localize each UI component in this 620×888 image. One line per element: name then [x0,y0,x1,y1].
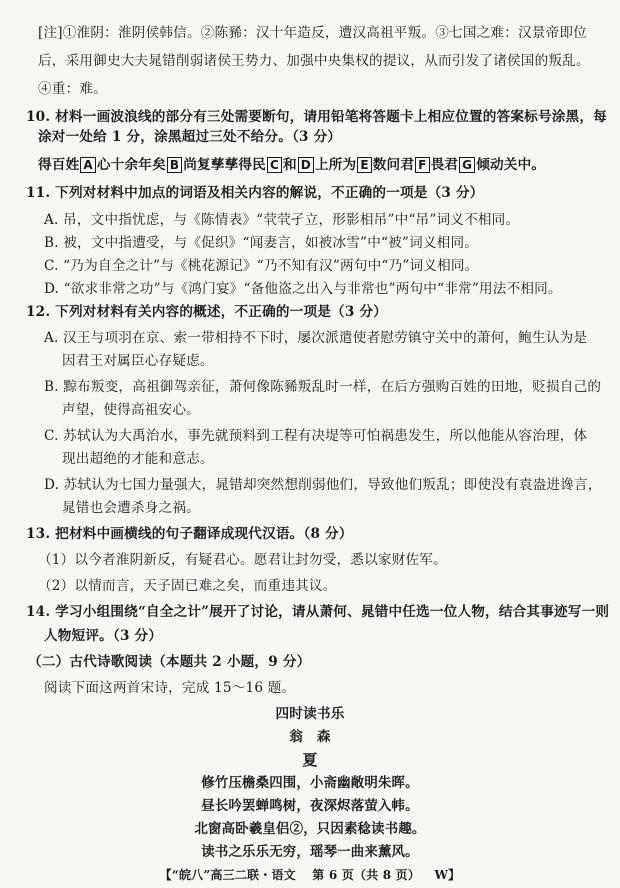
poem-title: 四时读书乐 [275,706,345,722]
footer-page-number: 第 6 页（共 8 页） [312,868,421,882]
q11-option-c: C. “乃为自全之计”与《桃花源记》“乃不知有汉”两句中“乃”词义相同。 [44,258,479,274]
q12-option-c-line-1: C. 苏轼认为大禹治水，事先就预料到工程有决堤等可怕祸患发生，所以他能从容治理，体 [44,428,588,444]
q11-option-d: D. “欲求非常之功”与《鸿门宴》“备他盗之出入与非常也”两句中“非常”用法不相同。 [44,281,562,297]
footer-exam-name: 【“皖八”高三二联・语文 [159,868,296,882]
q13-stem: 13. 把材料中画横线的句子翻译成现代汉语。（8 分） [26,526,353,542]
q12-option-b-line-1: B. 黥布叛变，高祖御驾亲征，萧何像陈豨叛乱时一样，在后方强购百姓的田地，贬损自己的 [44,379,602,395]
poem-season-heading: 夏 [302,751,318,769]
section-2-intro: 阅读下面这两首宋诗，完成 15～16 题。 [44,680,296,696]
q14-line-2: 人物短评。（3 分） [44,628,163,644]
note-line-3: ④重：难。 [38,81,107,97]
answer-box-b[interactable]: B [167,157,182,173]
q13-sentence-2: （2）以情而言，天子固已难之矣，而重违其议。 [38,578,337,594]
q13-sentence-1: （1）以今者淮阴新反，有疑君心。愿君让封勿受，悉以家财佐军。 [38,552,447,568]
section-2-title: （二）古代诗歌阅读（本题共 2 小题，9 分） [28,654,311,670]
segment-6: 数问君 [372,157,415,173]
page-footer [0,866,620,884]
poem-line-4: 读书之乐乐无穷，瑶琴一曲来薰风。 [201,844,419,860]
q12-option-b-line-2: 声望，使得高祖安心。 [62,402,200,418]
answer-box-d[interactable]: D [298,157,314,173]
segment-3: 尚复孳孳得民 [183,157,266,173]
poem-line-3: 北窗高卧羲皇侣②，只因素稔读书趣。 [194,821,426,837]
segment-8: 倾动关中。 [476,157,546,173]
q12-option-a-line-1: A. 汉王与项羽在京、索一带相持不下时，屡次派遣使者慰劳镇守关中的萧何，鲍生认为是 [44,330,588,346]
q12-option-a-line-2: 因君王对属臣心存疑虑。 [62,353,214,369]
answer-box-f[interactable]: F [415,157,429,173]
note-line-2: 后，采用御史大夫晁错削弱诸侯王势力、加强中央集权的提议，从而引发了诸侯国的叛乱。 [38,53,590,69]
answer-box-g[interactable]: G [459,157,475,173]
q12-option-d-line-2: 晁错也会遭杀身之祸。 [62,500,200,516]
q12-stem: 12. 下列对材料有关内容的概述，不正确的一项是（3 分） [26,304,388,320]
note-line-1: [注]①淮阴：淮阴侯韩信。②陈豨：汉十年造反，遭汉高祖平叛。③七国之难：汉景帝即位 [38,25,587,41]
segment-4: 和 [283,157,297,173]
q10-line-1: 10. 材料一画波浪线的部分有三处需要断句，请用铅笔将答题卡上相应位置的答案标号涂黑，每 [26,109,607,125]
footer-code: W】 [434,868,461,882]
poem-line-1: 修竹压檐桑四围，小斋幽敞明朱晖。 [201,775,419,791]
q11-stem: 11. 下列对材料中加点的词语及相关内容的解说，不正确的一项是（3 分） [26,185,484,201]
q14-line-1: 14. 学习小组围绕“自全之计”展开了讨论，请从萧何、晁错中任选一位人物，结合其事迹写一则 [26,604,610,620]
answer-box-e[interactable]: E [357,157,371,173]
answer-box-a[interactable]: A [80,157,96,173]
q10-answer-segments [38,156,545,174]
segment-2: 心十余年矣 [96,157,166,173]
poem-author: 翁 森 [289,729,331,745]
q11-option-a: A. 吊，文中指忧虑，与《陈情表》“茕茕孑立，形影相吊”中“吊”词义不相同。 [44,212,520,228]
q10-line-2: 涂对一处给 1 分，涂黑超过三处不给分。（3 分） [38,129,342,145]
answer-box-c[interactable]: C [267,157,282,173]
segment-5: 上所为 [314,157,357,173]
q12-option-d-line-1: D. 苏轼认为七国力量强大，晁错却突然想削弱他们，导致他们叛乱；即使没有袁盎进谗言， [44,477,602,493]
q11-option-b: B. 被，文中指遭受，与《促织》“闻妻言，如被冰雪”中“被”词义相同。 [44,235,479,251]
segment-1: 得百姓 [38,157,80,173]
poem-line-2: 昼长吟罢蝉鸣树，夜深烬落萤入帏。 [201,798,419,814]
segment-7: 畏君 [430,157,459,173]
q12-option-c-line-2: 现出超绝的才能和意志。 [62,451,214,467]
